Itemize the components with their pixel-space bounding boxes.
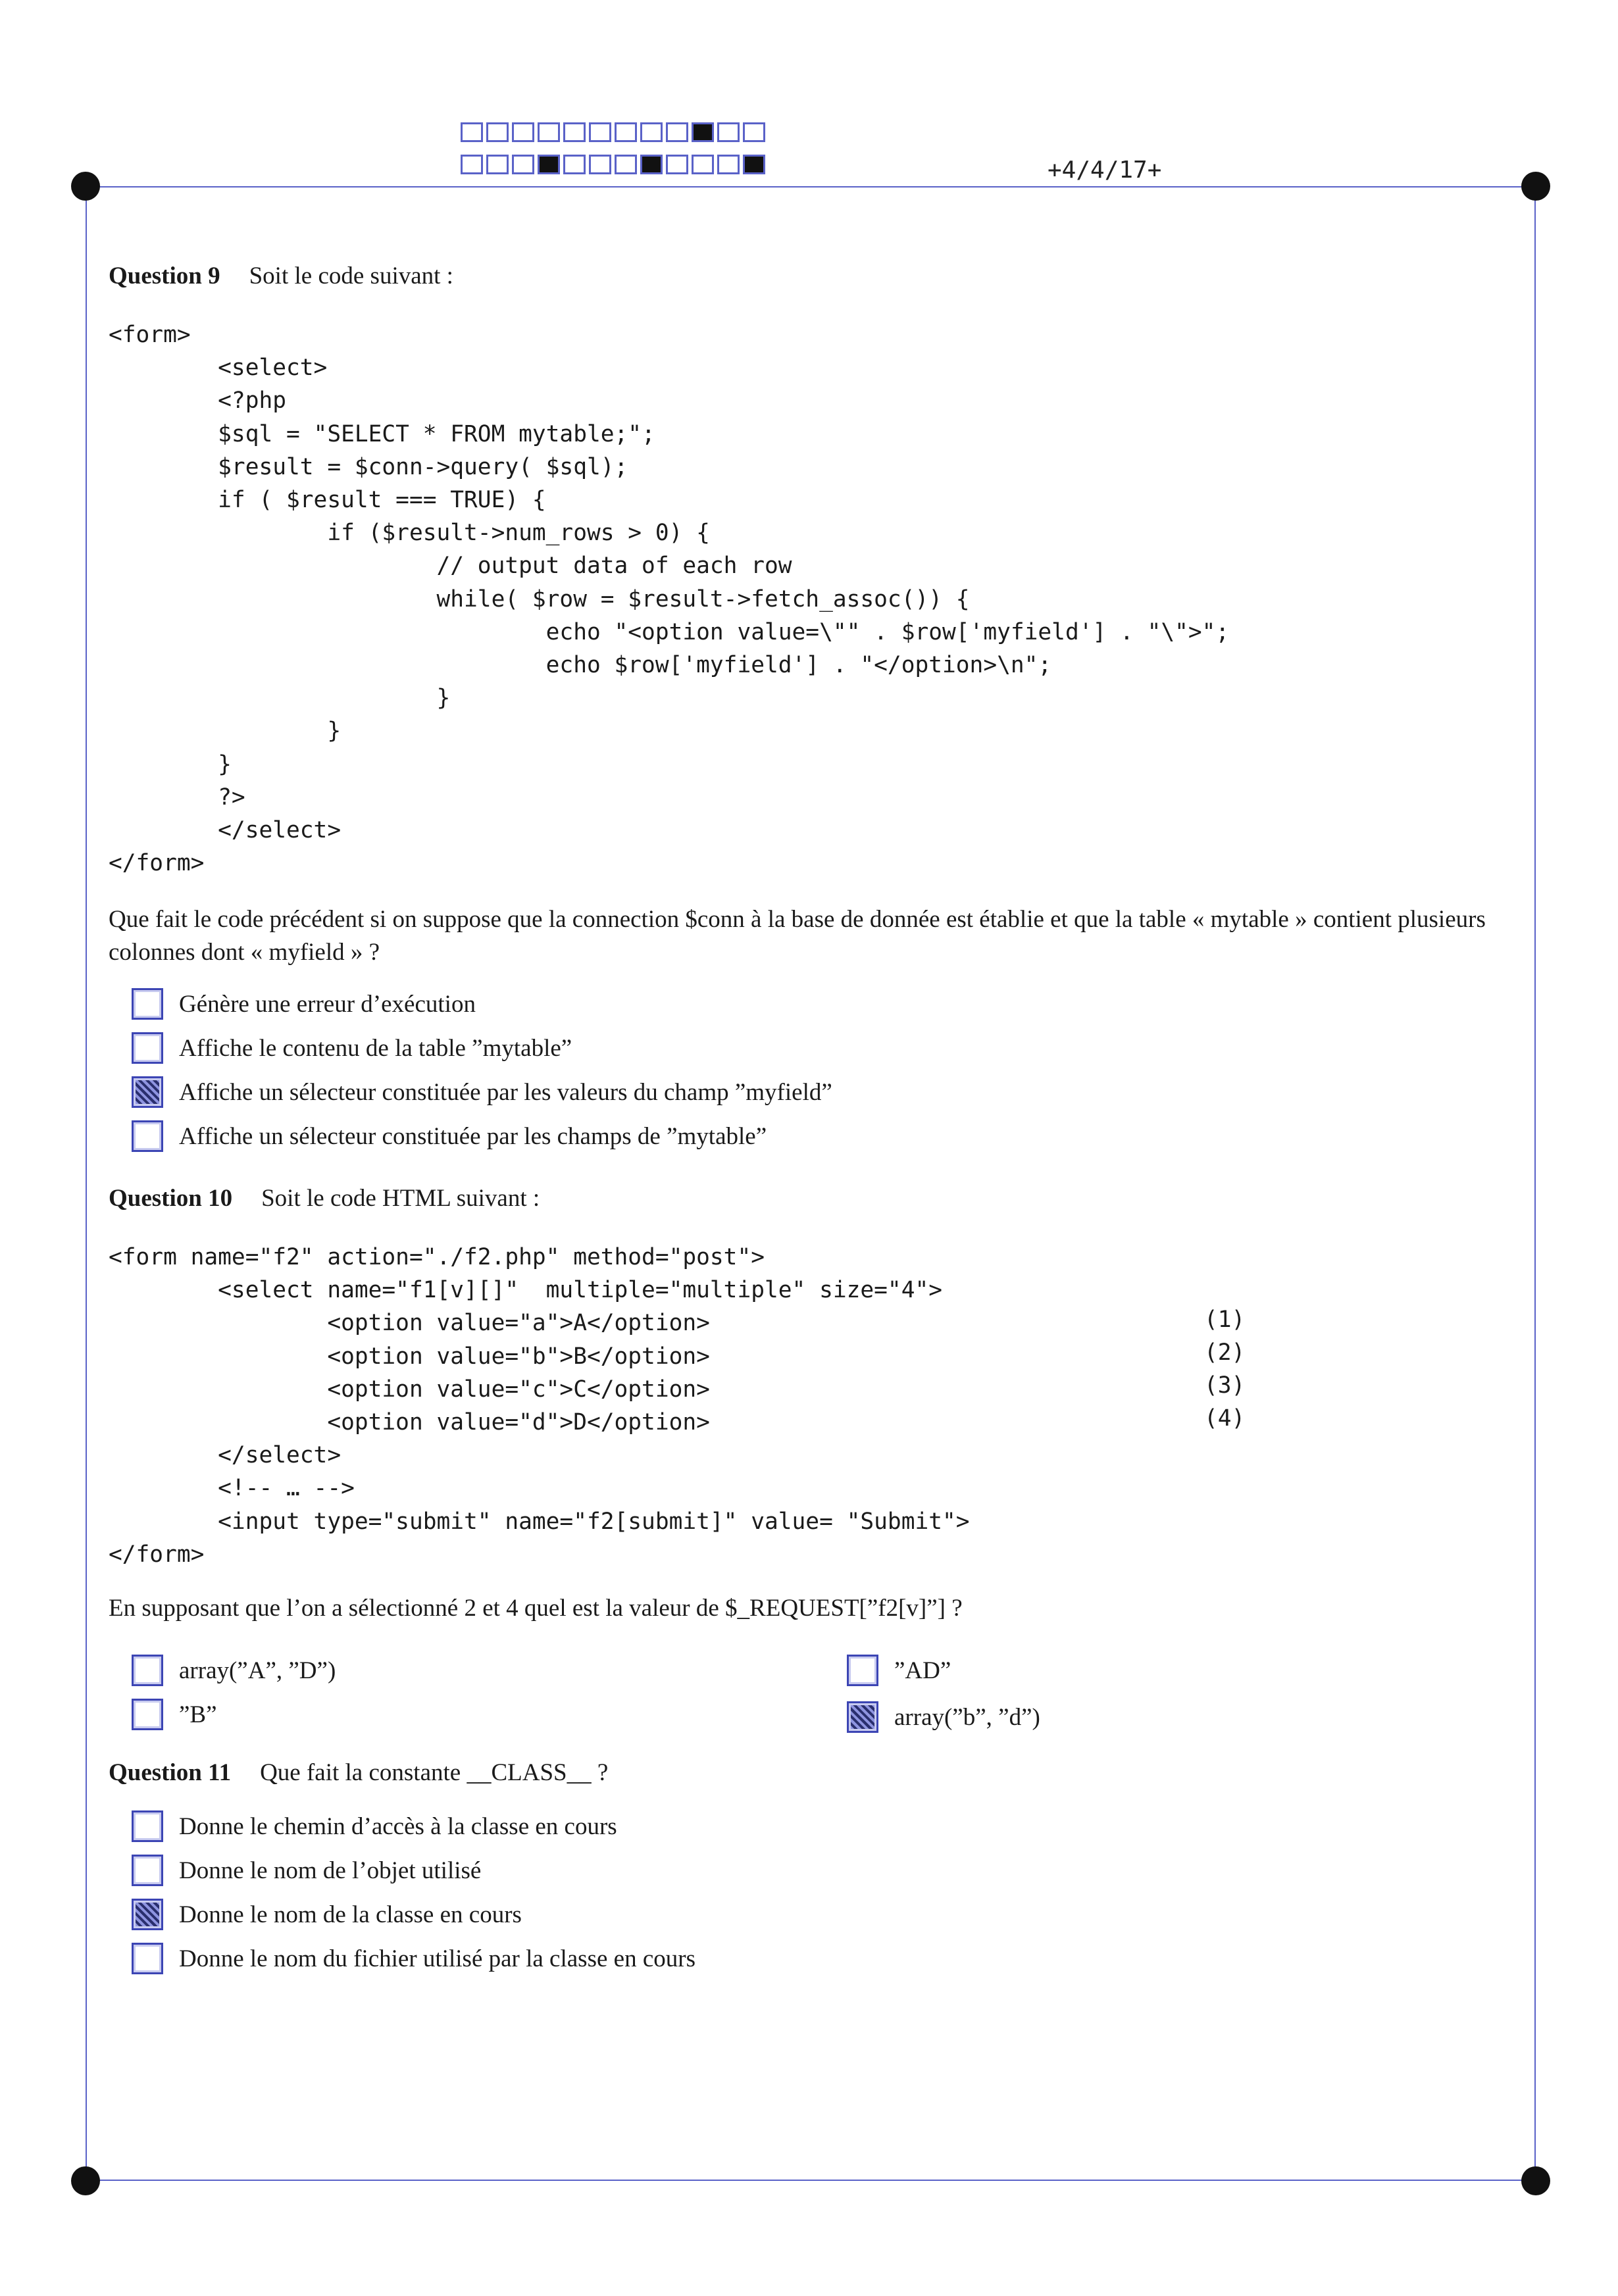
checkbox[interactable] xyxy=(132,1120,163,1152)
question-9-title xyxy=(109,262,453,290)
barcode-cell-filled xyxy=(640,155,663,174)
barcode-cell-filled xyxy=(743,155,765,174)
barcode-cell-empty xyxy=(563,122,586,142)
barcode-cell-empty xyxy=(717,155,740,174)
choice-label: Donne le nom de la classe en cours xyxy=(179,1901,522,1928)
checkbox[interactable] xyxy=(132,1810,163,1842)
barcode-cell-empty xyxy=(589,155,611,174)
checkbox[interactable] xyxy=(132,1943,163,1974)
choice-label: array(”b”, ”d”) xyxy=(894,1703,1040,1731)
q11-choice-3[interactable] xyxy=(132,1899,522,1930)
q10-choice-2[interactable] xyxy=(847,1655,951,1686)
question-intro: Que fait la constante __CLASS__ ? xyxy=(260,1759,609,1786)
barcode-cell-empty xyxy=(743,122,765,142)
choice-label: Donne le nom de l’objet utilisé xyxy=(179,1857,482,1884)
corner-mark-bottom-left xyxy=(71,2166,100,2195)
q9-choice-2[interactable] xyxy=(132,1032,572,1064)
checkbox[interactable] xyxy=(132,988,163,1020)
barcode-cell-empty xyxy=(563,155,586,174)
q9-choice-4[interactable] xyxy=(132,1120,767,1152)
checkbox-checked[interactable] xyxy=(132,1076,163,1108)
barcode-cell-empty xyxy=(486,155,509,174)
line-number: (3) xyxy=(1204,1372,1246,1399)
question-number: Question 9 xyxy=(109,262,220,289)
corner-mark-top-left xyxy=(71,172,100,201)
barcode-cell-empty xyxy=(461,122,483,142)
checkbox[interactable] xyxy=(847,1655,878,1686)
checkbox-checked[interactable] xyxy=(132,1899,163,1930)
line-number: (1) xyxy=(1204,1307,1246,1333)
q11-choice-2[interactable] xyxy=(132,1855,481,1886)
choice-label: ”B” xyxy=(179,1701,217,1728)
choice-label: Affiche le contenu de la table ”mytable” xyxy=(179,1034,572,1062)
checkbox[interactable] xyxy=(132,1655,163,1686)
checkbox[interactable] xyxy=(132,1032,163,1064)
q10-choice-3[interactable] xyxy=(132,1699,217,1730)
corner-mark-bottom-right xyxy=(1521,2166,1550,2195)
barcode-row-1 xyxy=(461,122,765,142)
barcode-cell-empty xyxy=(717,122,740,142)
barcode-cell-filled xyxy=(692,122,714,142)
barcode-cell-empty xyxy=(640,122,663,142)
question-11-title xyxy=(109,1759,608,1787)
question-number: Question 10 xyxy=(109,1185,233,1212)
choice-label: Génère une erreur d’exécution xyxy=(179,990,476,1018)
question-intro: Soit le code suivant : xyxy=(249,262,453,289)
choice-label: Donne le chemin d’accès à la classe en cours xyxy=(179,1812,617,1840)
checkbox[interactable] xyxy=(132,1699,163,1730)
q10-choice-1[interactable] xyxy=(132,1655,336,1686)
barcode-cell-empty xyxy=(461,155,483,174)
barcode-cell-empty xyxy=(666,155,688,174)
choice-label: ”AD” xyxy=(894,1657,951,1684)
barcode-row-2 xyxy=(461,155,765,174)
question-9-code: <form> <select> <?php $sql = "SELECT * FROM mytable;"; $result = $conn->query( $sql); if ( $result === TRUE) { if ($result->num_rows > 0) { // output data of each row while( $row = $result->fetch_assoc()) { echo "<option value=\"" . $row['myfield'] . "\">"; echo $row['myfield'] . "</option>\n"; } } } ?> </select> </form> xyxy=(109,322,1230,877)
page-id: +4/4/17+ xyxy=(1048,157,1162,184)
q9-choice-3[interactable] xyxy=(132,1076,832,1108)
barcode-cell-empty xyxy=(615,122,637,142)
barcode-cell-empty xyxy=(666,122,688,142)
question-10-code: <form name="f2" action="./f2.php" method="post"> <select name="f1[v][]" multiple="multiple" size="4"> <option value="a">A</option> <option value="b">B</option> <option value="c">C</option> <option value="d">D</option> </select> <!-- … --> <input type="submit" name="f2[submit]" value= "Submit"> </form> xyxy=(109,1244,970,1568)
barcode-cell-filled xyxy=(538,155,560,174)
barcode-cell-empty xyxy=(512,122,534,142)
corner-mark-top-right xyxy=(1521,172,1550,201)
checkbox-checked[interactable] xyxy=(847,1701,878,1733)
choice-label: Affiche un sélecteur constituée par les champs de ”mytable” xyxy=(179,1122,767,1150)
line-number: (2) xyxy=(1204,1339,1246,1366)
choice-label: array(”A”, ”D”) xyxy=(179,1657,336,1684)
question-9-text: Que fait le code précédent si on suppose que la connection $conn à la base de donnée est établie et que la table « mytable » contient plusieurs colonnes dont « myfield » ? xyxy=(109,906,1486,966)
barcode-cell-empty xyxy=(589,122,611,142)
barcode-cell-empty xyxy=(615,155,637,174)
choice-label: Donne le nom du fichier utilisé par la classe en cours xyxy=(179,1945,695,1972)
q11-choice-1[interactable] xyxy=(132,1810,617,1842)
barcode-cell-empty xyxy=(538,122,560,142)
choice-label: Affiche un sélecteur constituée par les valeurs du champ ”myfield” xyxy=(179,1078,832,1106)
checkbox[interactable] xyxy=(132,1855,163,1886)
barcode-cell-empty xyxy=(486,122,509,142)
q9-choice-1[interactable] xyxy=(132,988,476,1020)
question-intro: Soit le code HTML suivant : xyxy=(261,1185,540,1212)
line-number: (4) xyxy=(1204,1405,1246,1432)
q10-choice-4[interactable] xyxy=(847,1701,1040,1733)
q11-choice-4[interactable] xyxy=(132,1943,695,1974)
barcode-cell-empty xyxy=(512,155,534,174)
question-10-text: En supposant que l’on a sélectionné 2 et 4 quel est la valeur de $_REQUEST[”f2[v]”] ? xyxy=(109,1595,963,1622)
question-number: Question 11 xyxy=(109,1759,232,1786)
question-10-title xyxy=(109,1184,540,1212)
barcode-cell-empty xyxy=(692,155,714,174)
